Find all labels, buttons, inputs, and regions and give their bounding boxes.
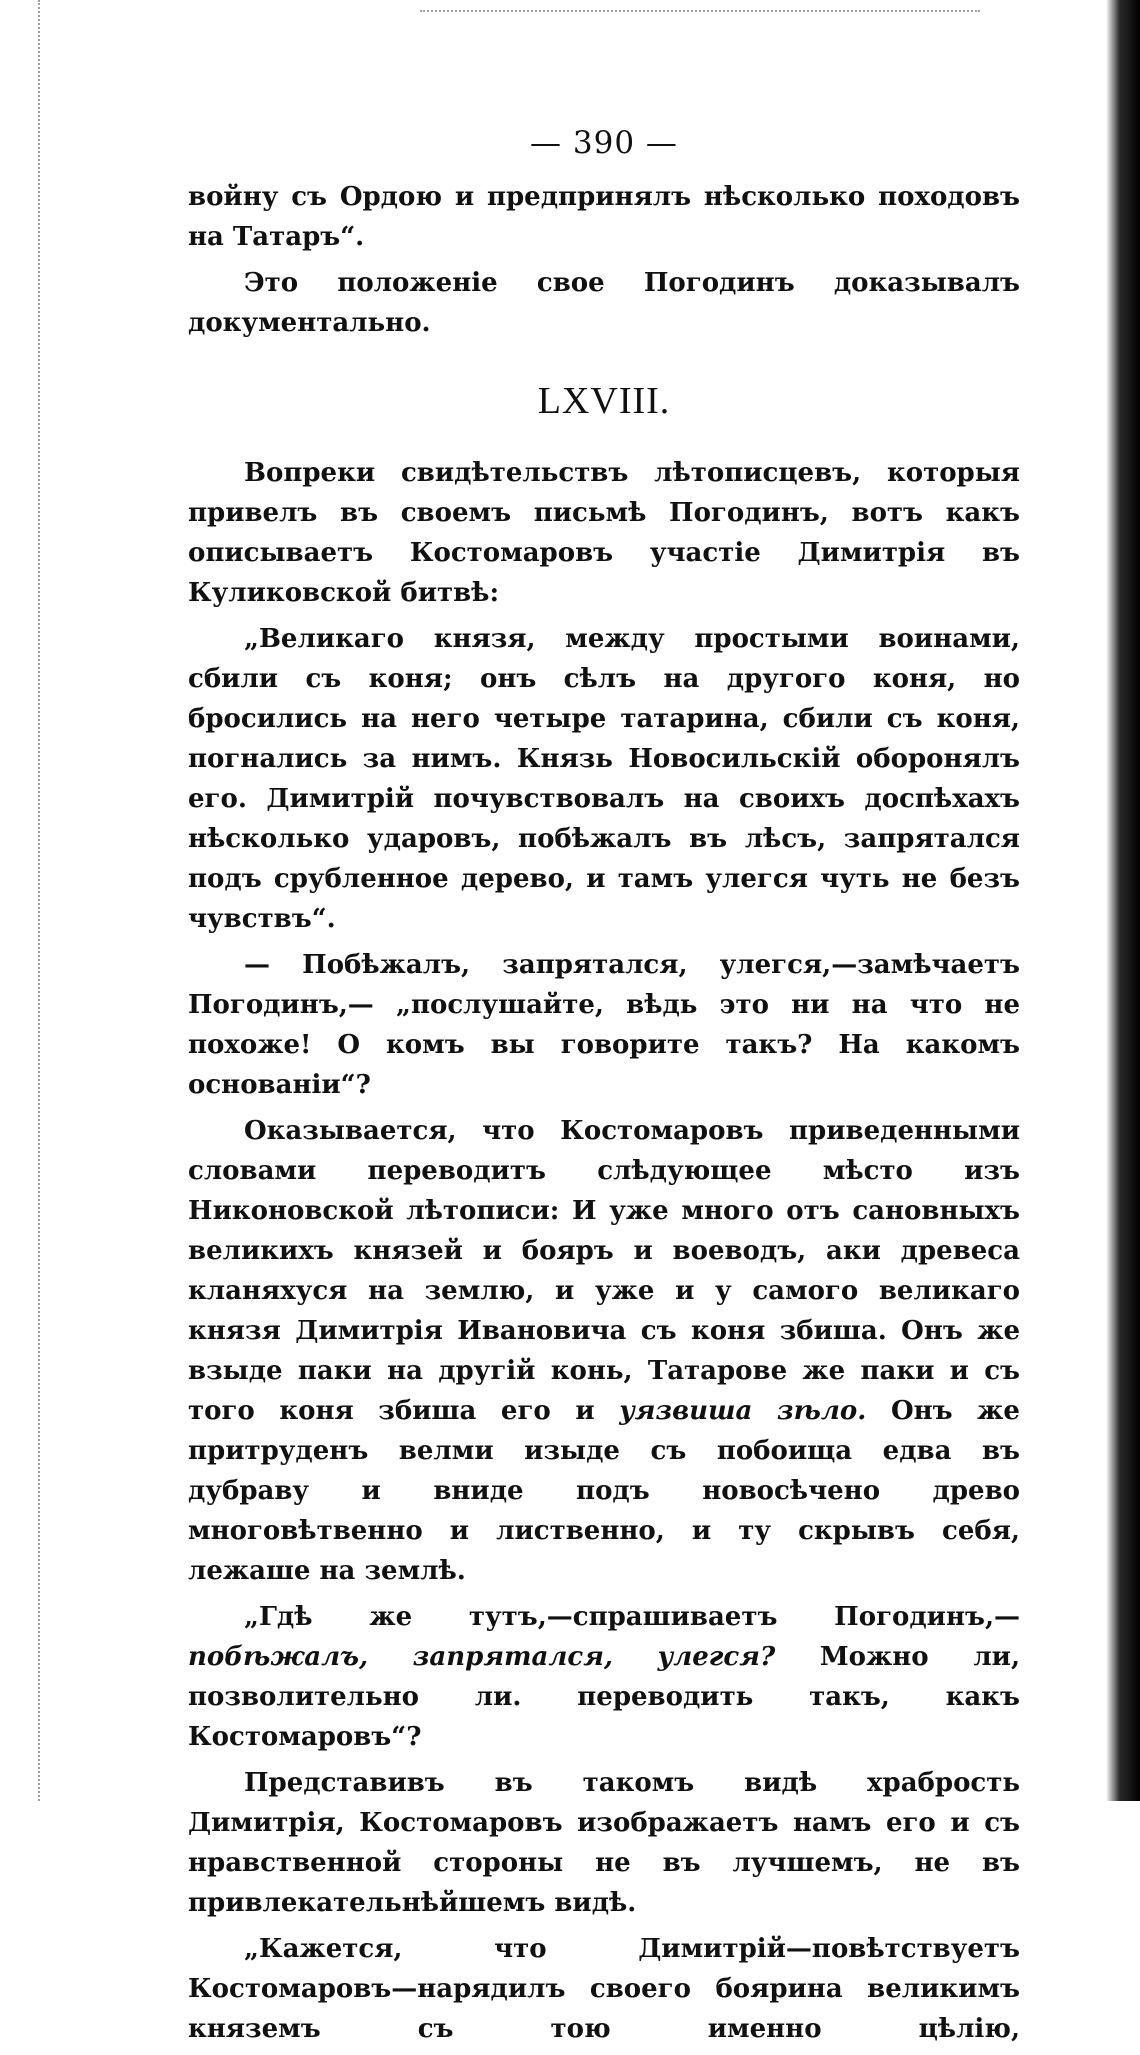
paragraph-6-text-b: Онъ же притруденъ велми изыде съ побоища едва въ дубраву и вниде подъ новосѣчено древо многовѣтвенно и лиственно, и ту скрывъ себя, лежаше на землѣ. — [188, 1396, 1020, 1586]
scan-top-edge-marks — [420, 0, 980, 12]
paragraph-5: — Побѣжалъ, запрятался, улегся,—замѣчаетъ Погодинъ,— „послушайте, вѣдь это ни на что не похоже! О комъ вы говорите такъ? На какомъ основаніи“? — [188, 950, 1020, 1100]
paragraph-1: войну съ Ордою и предпринялъ нѣсколько походовъ на Татаръ“. — [188, 182, 1020, 252]
page-number: — 390 — — [530, 125, 678, 161]
paragraph-6 — [188, 1111, 1020, 1591]
paragraph-7 — [188, 1597, 1020, 1757]
chapter-title: LXVIII. — [537, 380, 671, 422]
paragraph-4: „Великаго князя, между простыми воинами, сбили съ коня; онъ сѣлъ на другого коня, но бросились на него четыре татарина, сбили съ коня, погнались за нимъ. Князь Новосильскій оборонялъ его. Димитрій почувствовалъ на своихъ доспѣхахъ нѣсколько ударовъ, побѣжалъ въ лѣсъ, запрятался подъ срубленное дерево, и тамъ улегся чуть не безъ чувствъ“. — [188, 624, 1020, 934]
paragraph-7-text-b: Можно ли, позволительно ли. переводить такъ, какъ Костомаровъ“? — [188, 1642, 1021, 1752]
paragraph-3: Вопреки свидѣтельствъ лѣтописцевъ, которыя привелъ въ своемъ письмѣ Погодинъ, вотъ какъ описываетъ Костомаровъ участіе Димитрія въ Куликовской битвѣ: — [188, 458, 1020, 608]
paragraph-6-text-a: Оказывается, что Костомаровъ приведенными словами переводитъ слѣдующее мѣсто изъ Никоновской лѣтописи: И уже много отъ сановныхъ великихъ князей и бояръ и воеводъ, аки древеса кланяхуся на землю, и уже и у самого великаго князя Димитрія Ивановича съ коня збиша. Онъ же взыде паки на другій конь, Татарове же паки и съ того коня збиша его и — [188, 1116, 1020, 1426]
paragraph-8: Представивъ въ такомъ видѣ храбрость Димитрія, Костомаровъ изображаетъ намъ его и съ нравственной стороны не въ лучшемъ, не въ привлекательнѣйшемъ видѣ. — [188, 1768, 1020, 1918]
book-page — [188, 125, 1020, 2055]
paragraph-2: Это положеніе свое Погодинъ доказывалъ документально. — [188, 268, 1020, 338]
scan-left-margin-marks — [0, 0, 40, 1801]
scan-right-dark-edge — [1106, 0, 1140, 1801]
paragraph-9: „Кажется, что Димитрій—повѣтствуетъ Костомаровъ—нарядилъ своего бояринa великимъ княземъ съ тою именно цѣлію, — [188, 1934, 1020, 2044]
paragraph-7-text-a: „Гдѣ же тутъ,—спрашиваетъ Погодинъ,— — [244, 1602, 1020, 1632]
paragraph-7-italic: побѣжалъ, запрятался, улегся? — [188, 1642, 776, 1672]
paragraph-6-italic: уязвиша зѣло. — [619, 1396, 867, 1426]
